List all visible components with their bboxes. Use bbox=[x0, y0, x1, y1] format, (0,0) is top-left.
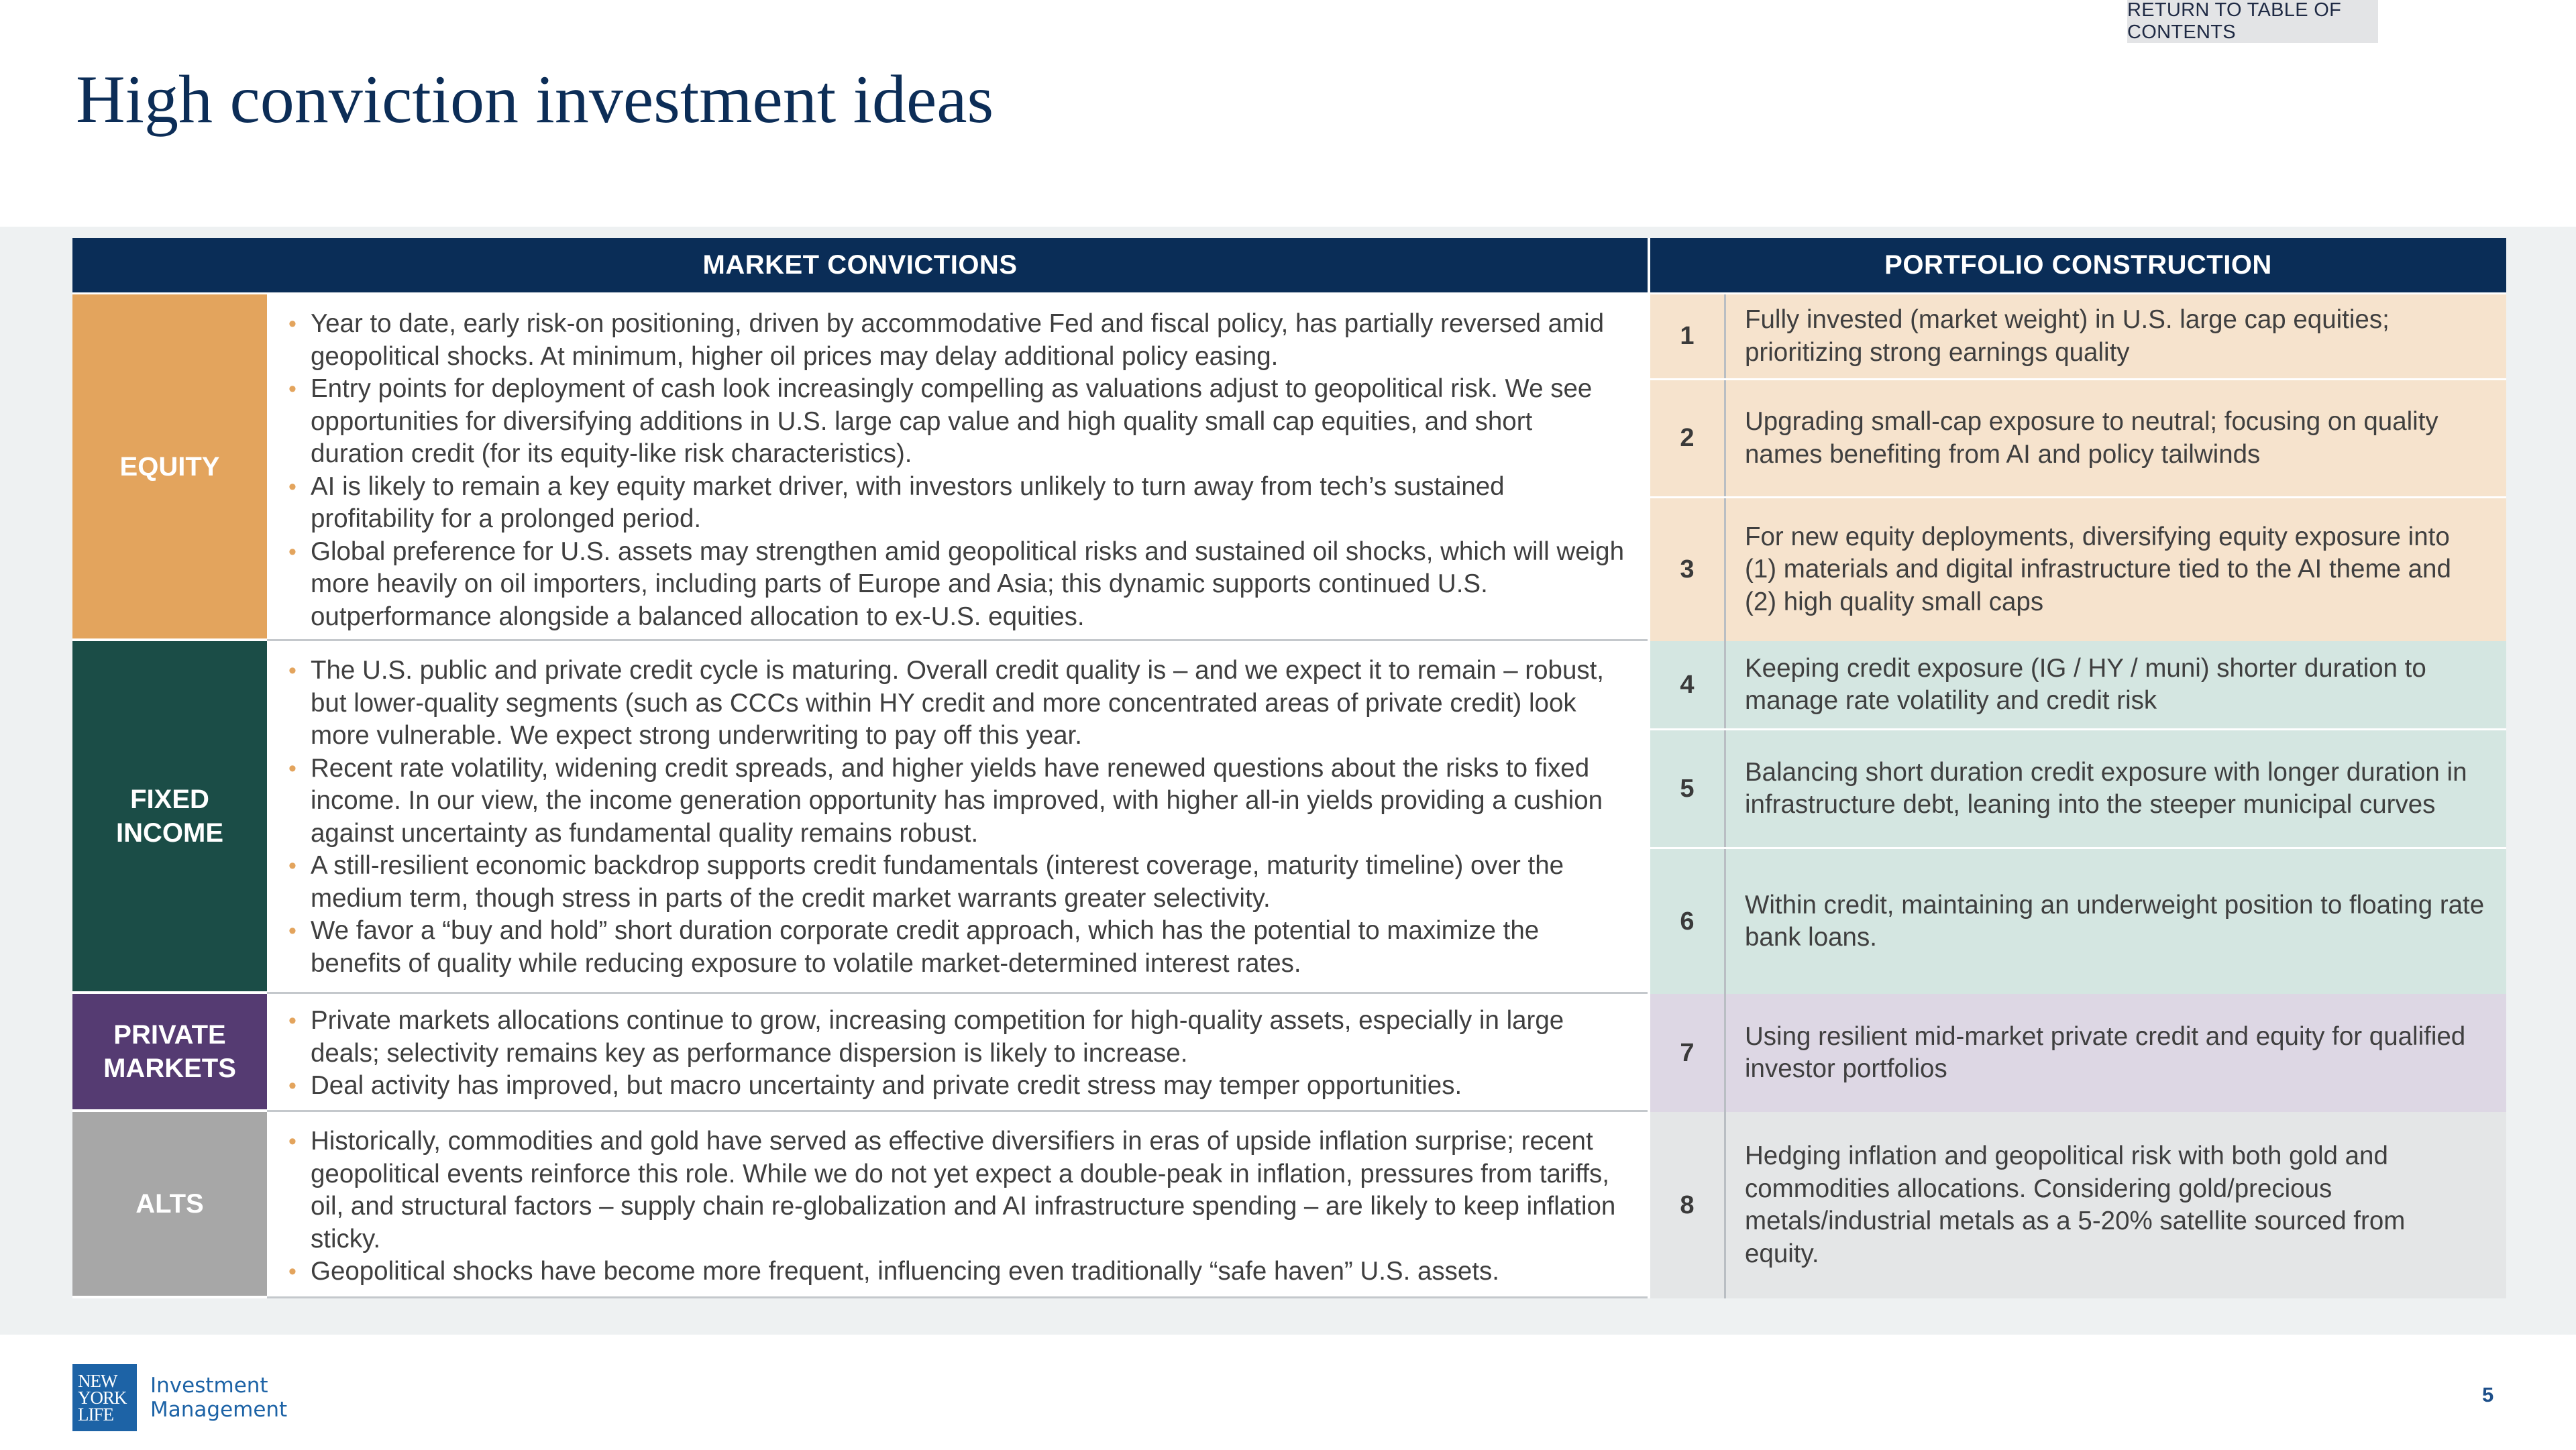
market-convictions-header: MARKET CONVICTIONS bbox=[72, 238, 1648, 294]
conviction-item: • We favor a “buy and hold” short duration corporate credit approach, which has the potential to maximize the benefits of quality while reducing exposure to volatile market-determined interest rates. bbox=[287, 915, 1633, 980]
page-title: High conviction investment ideas bbox=[76, 62, 994, 137]
logo-text bbox=[150, 1374, 287, 1422]
portfolio-row bbox=[1650, 849, 2506, 994]
portfolio-text: Balancing short duration credit exposure with longer duration in infrastructure debt, leaning into the steeper municipal curves bbox=[1745, 757, 2467, 819]
logo-mark-line: YORK bbox=[78, 1387, 127, 1408]
company-logo bbox=[72, 1364, 287, 1431]
category-private-markets bbox=[72, 994, 267, 1112]
portfolio-text: Upgrading small-cap exposure to neutral; focusing on quality names benefiting from AI and policy tailwinds bbox=[1745, 407, 2438, 469]
portfolio-private-markets bbox=[1650, 994, 2506, 1112]
conviction-item: • Entry points for deployment of cash look increasingly compelling as valuations adjust to geopolitical risk. We see opportunities for diversifying additions in U.S. large cap value and high quality small cap equities, and short duration credit (for its equity-like risk characteristics). bbox=[287, 373, 1633, 471]
portfolio-number: 7 bbox=[1650, 994, 1726, 1112]
category-fixed-income bbox=[72, 641, 267, 994]
conviction-item: • Deal activity has improved, but macro uncertainty and private credit stress may temper opportunities. bbox=[287, 1070, 1633, 1103]
conviction-item: • Historically, commodities and gold have served as effective diversifiers in eras of upside inflation surprise; recent geopolitical events reinforce this role. While we do not yet expect a double-peak in inflation, pressures from tariffs, oil, and structural factors – supply chain re-globalization and AI infrastructure spending – are likely to keep inflation sticky. bbox=[287, 1125, 1633, 1256]
convictions-equity bbox=[267, 294, 1648, 641]
conviction-item: • Private markets allocations continue to grow, increasing competition for high-quality assets, especially in large deals; selectivity remains key as performance dispersion is likely to increase. bbox=[287, 1005, 1633, 1070]
portfolio-number: 6 bbox=[1650, 849, 1726, 994]
category-equity bbox=[72, 294, 267, 641]
portfolio-alts bbox=[1650, 1112, 2506, 1298]
portfolio-number: 4 bbox=[1650, 641, 1726, 728]
logo-text-line: Management bbox=[150, 1398, 288, 1422]
portfolio-row bbox=[1650, 641, 2506, 730]
logo-mark bbox=[72, 1364, 137, 1431]
logo-mark-line: NEW bbox=[78, 1370, 117, 1391]
page-number: 5 bbox=[2482, 1383, 2494, 1406]
portfolio-text: Within credit, maintaining an underweight position to floating rate bank loans. bbox=[1745, 890, 2485, 952]
conviction-item: • Recent rate volatility, widening credit spreads, and higher yields have renewed questions about the risks to fixed income. In our view, the income generation opportunity has improved, with higher all-in yields providing a cushion against uncertainty as fundamental quality remains robust. bbox=[287, 752, 1633, 850]
portfolio-row bbox=[1650, 294, 2506, 380]
portfolio-number: 5 bbox=[1650, 730, 1726, 847]
logo-mark-line: LIFE bbox=[78, 1404, 113, 1425]
portfolio-number: 3 bbox=[1650, 498, 1726, 641]
category-label: PRIVATE bbox=[113, 1020, 226, 1050]
conviction-item: • Geopolitical shocks have become more frequent, influencing even traditionally “safe haven” U.S. assets. bbox=[287, 1256, 1633, 1288]
conviction-item: • A still-resilient economic backdrop supports credit fundamentals (interest coverage, maturity timeline) over the medium term, though stress in parts of the credit market warrants greater selectivity. bbox=[287, 850, 1633, 915]
logo-text-line: Investment bbox=[150, 1374, 268, 1398]
category-alts bbox=[72, 1112, 267, 1298]
portfolio-fixed-income bbox=[1650, 641, 2506, 994]
portfolio-construction-header: PORTFOLIO CONSTRUCTION bbox=[1650, 238, 2506, 294]
portfolio-number: 1 bbox=[1650, 294, 1726, 378]
return-to-toc-button[interactable]: RETURN TO TABLE OF CONTENTS bbox=[2127, 0, 2378, 43]
portfolio-equity bbox=[1650, 294, 2506, 641]
portfolio-text: For new equity deployments, diversifying equity exposure into (1) materials and digital infrastructure tied to the AI theme and (2) high quality small caps bbox=[1745, 522, 2451, 616]
convictions-alts bbox=[267, 1112, 1648, 1298]
portfolio-row bbox=[1650, 1112, 2506, 1298]
portfolio-number: 8 bbox=[1650, 1112, 1726, 1298]
convictions-fixed-income bbox=[267, 641, 1648, 994]
convictions-private-markets bbox=[267, 994, 1648, 1112]
portfolio-text: Hedging inflation and geopolitical risk with both gold and commodities allocations. Considering gold/precious metals/industrial metals as a 5-20% satellite sourced from equity. bbox=[1745, 1141, 2406, 1268]
convictions-table bbox=[72, 238, 2506, 1298]
conviction-item: • Year to date, early risk-on positioning, driven by accommodative Fed and fiscal policy, has partially reversed amid geopolitical shocks. At minimum, higher oil prices may delay additional policy easing. bbox=[287, 308, 1633, 373]
portfolio-text: Keeping credit exposure (IG / HY / muni) shorter duration to manage rate volatility and credit risk bbox=[1745, 653, 2426, 715]
portfolio-row bbox=[1650, 380, 2506, 498]
portfolio-row bbox=[1650, 994, 2506, 1112]
category-label: FIXED bbox=[130, 785, 209, 814]
portfolio-number: 2 bbox=[1650, 380, 1726, 496]
conviction-item: • Global preference for U.S. assets may strengthen amid geopolitical risks and sustained oil shocks, which will weigh more heavily on oil importers, including parts of Europe and Asia; this dynamic supports continued U.S. outperformance alongside a balanced allocation to ex-U.S. equities. bbox=[287, 536, 1633, 634]
category-label: EQUITY bbox=[119, 451, 220, 482]
conviction-item: • AI is likely to remain a key equity market driver, with investors unlikely to turn away from tech’s sustained profitability for a prolonged period. bbox=[287, 471, 1633, 536]
category-label: INCOME bbox=[116, 818, 223, 848]
portfolio-text: Fully invested (market weight) in U.S. large cap equities; prioritizing strong earnings quality bbox=[1745, 305, 2390, 367]
portfolio-text: Using resilient mid-market private credit and equity for qualified investor portfolios bbox=[1745, 1021, 2466, 1083]
category-label: ALTS bbox=[136, 1189, 204, 1219]
conviction-item: • The U.S. public and private credit cycle is maturing. Overall credit quality is – and we expect it to remain – robust, but lower-quality segments (such as CCCs within HY credit and more concentrated areas of private credit) look more vulnerable. We expect strong underwriting to pay off this year. bbox=[287, 655, 1633, 752]
category-label: MARKETS bbox=[103, 1054, 236, 1083]
portfolio-row bbox=[1650, 498, 2506, 641]
portfolio-row bbox=[1650, 730, 2506, 849]
